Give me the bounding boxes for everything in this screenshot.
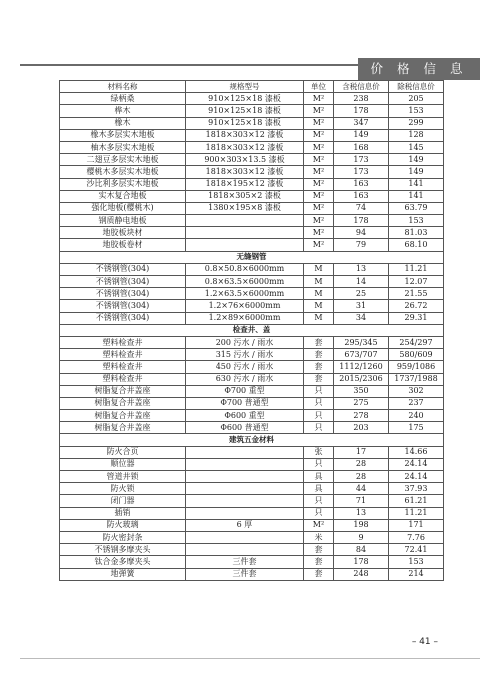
cell-price-tax-excluded: 11.21 (389, 263, 444, 275)
table-header-row (60, 81, 444, 93)
cell-material-name: 树脂复合井盖座 (60, 385, 186, 397)
cell-price-tax-included: 9 (334, 531, 389, 543)
cell-spec (186, 471, 304, 483)
cell-price-tax-excluded: 68.10 (389, 239, 444, 251)
price-table (59, 80, 444, 581)
table-row (60, 495, 444, 507)
cell-price-tax-included: 295/345 (334, 336, 389, 348)
page-number: – 41 – (411, 637, 438, 647)
section-heading: 无缝钢管 (60, 251, 444, 263)
cell-material-name: 实木复合地板 (60, 190, 186, 202)
table-row (60, 361, 444, 373)
cell-spec: 900×303×13.5 漆板 (186, 154, 304, 166)
cell-spec: 0.8×63.5×6000mm (186, 276, 304, 288)
column-header-unit: 单位 (304, 81, 334, 93)
cell-material-name: 不锈钢管(304) (60, 300, 186, 312)
cell-unit: 套 (304, 568, 334, 580)
cell-unit: 套 (304, 349, 334, 361)
cell-unit: M² (304, 190, 334, 202)
cell-price-tax-included: 28 (334, 471, 389, 483)
column-header-spec: 规格型号 (186, 81, 304, 93)
cell-material-name: 钢质静电地板 (60, 215, 186, 227)
cell-material-name: 不锈钢管(304) (60, 288, 186, 300)
cell-material-name: 闭门器 (60, 495, 186, 507)
cell-unit: 套 (304, 544, 334, 556)
cell-price-tax-excluded: 141 (389, 190, 444, 202)
cell-material-name: 地胶板卷材 (60, 239, 186, 251)
cell-unit: M (304, 276, 334, 288)
cell-unit: M² (304, 519, 334, 531)
cell-price-tax-included: 17 (334, 446, 389, 458)
cell-material-name: 防火合页 (60, 446, 186, 458)
table-row (60, 373, 444, 385)
cell-price-tax-excluded: 214 (389, 568, 444, 580)
section-row (60, 324, 444, 336)
table-row (60, 385, 444, 397)
section-row (60, 251, 444, 263)
cell-price-tax-included: 350 (334, 385, 389, 397)
table-row (60, 227, 444, 239)
cell-price-tax-included: 168 (334, 141, 389, 153)
cell-price-tax-excluded: 141 (389, 178, 444, 190)
cell-unit: M² (304, 215, 334, 227)
column-header-name: 材料名称 (60, 81, 186, 93)
cell-spec: 0.8×50.8×6000mm (186, 263, 304, 275)
cell-material-name: 不锈钢管(304) (60, 263, 186, 275)
table-row (60, 568, 444, 580)
cell-price-tax-included: 238 (334, 93, 389, 105)
table-row (60, 544, 444, 556)
cell-price-tax-included: 198 (334, 519, 389, 531)
cell-price-tax-excluded: 149 (389, 154, 444, 166)
cell-material-name: 柚木多层实木地板 (60, 141, 186, 153)
cell-price-tax-excluded: 299 (389, 117, 444, 129)
table-row (60, 410, 444, 422)
cell-unit: 套 (304, 361, 334, 373)
cell-price-tax-included: 173 (334, 166, 389, 178)
cell-price-tax-included: 31 (334, 300, 389, 312)
table-row (60, 556, 444, 568)
cell-unit: M² (304, 105, 334, 117)
cell-price-tax-excluded: 959/1086 (389, 361, 444, 373)
table-row (60, 300, 444, 312)
section-title: 价 格 信 息 (358, 58, 480, 80)
table-row (60, 263, 444, 275)
table-row (60, 93, 444, 105)
cell-unit: 张 (304, 446, 334, 458)
cell-price-tax-excluded: 145 (389, 141, 444, 153)
cell-spec: 1818×303×12 漆板 (186, 166, 304, 178)
cell-unit: M² (304, 141, 334, 153)
cell-material-name: 插销 (60, 507, 186, 519)
cell-spec: Φ700 普通型 (186, 397, 304, 409)
cell-price-tax-included: 13 (334, 507, 389, 519)
cell-spec: 450 污水 / 雨水 (186, 361, 304, 373)
cell-material-name: 管道井锁 (60, 471, 186, 483)
cell-spec: 三件套 (186, 556, 304, 568)
cell-spec (186, 483, 304, 495)
cell-spec: 1380×195×8 漆板 (186, 202, 304, 214)
cell-spec: Φ600 普通型 (186, 422, 304, 434)
cell-material-name: 树脂复合井盖座 (60, 422, 186, 434)
cell-spec (186, 507, 304, 519)
table-row (60, 178, 444, 190)
table-row (60, 336, 444, 348)
cell-price-tax-included: 173 (334, 154, 389, 166)
table-row (60, 531, 444, 543)
cell-unit: M (304, 263, 334, 275)
cell-material-name: 沙比利多层实木地板 (60, 178, 186, 190)
cell-price-tax-included: 2015/2306 (334, 373, 389, 385)
cell-spec: 200 污水 / 雨水 (186, 336, 304, 348)
cell-price-tax-included: 163 (334, 178, 389, 190)
cell-material-name: 地胶板块材 (60, 227, 186, 239)
footer-rule (20, 658, 480, 659)
cell-spec: 630 污水 / 雨水 (186, 373, 304, 385)
cell-price-tax-excluded: 7.76 (389, 531, 444, 543)
cell-spec: 1818×303×12 漆板 (186, 141, 304, 153)
cell-material-name: 强化地板(樱桃木) (60, 202, 186, 214)
cell-material-name: 不锈钢管(304) (60, 312, 186, 324)
cell-material-name: 塑料检查井 (60, 373, 186, 385)
cell-spec (186, 227, 304, 239)
cell-unit: M (304, 300, 334, 312)
table-row (60, 215, 444, 227)
cell-spec (186, 544, 304, 556)
cell-price-tax-included: 163 (334, 190, 389, 202)
cell-price-tax-excluded: 81.03 (389, 227, 444, 239)
cell-material-name: 防火玻璃 (60, 519, 186, 531)
table-row (60, 276, 444, 288)
cell-price-tax-excluded: 26.72 (389, 300, 444, 312)
cell-spec (186, 495, 304, 507)
cell-price-tax-excluded: 61.21 (389, 495, 444, 507)
cell-material-name: 顺位器 (60, 458, 186, 470)
cell-material-name: 二翅豆多层实木地板 (60, 154, 186, 166)
cell-material-name: 树脂复合井盖座 (60, 397, 186, 409)
cell-price-tax-included: 149 (334, 129, 389, 141)
cell-unit: M² (304, 93, 334, 105)
section-row (60, 434, 444, 446)
cell-price-tax-included: 248 (334, 568, 389, 580)
cell-price-tax-excluded: 11.21 (389, 507, 444, 519)
cell-spec: Φ700 重型 (186, 385, 304, 397)
table-row (60, 166, 444, 178)
cell-material-name: 绿柄桑 (60, 93, 186, 105)
cell-price-tax-excluded: 302 (389, 385, 444, 397)
cell-price-tax-excluded: 12.07 (389, 276, 444, 288)
cell-price-tax-excluded: 29.31 (389, 312, 444, 324)
cell-unit: 只 (304, 495, 334, 507)
table-row (60, 483, 444, 495)
cell-price-tax-excluded: 175 (389, 422, 444, 434)
cell-price-tax-included: 71 (334, 495, 389, 507)
cell-material-name: 树脂复合井盖座 (60, 410, 186, 422)
table-row (60, 471, 444, 483)
table-row (60, 239, 444, 251)
cell-price-tax-included: 84 (334, 544, 389, 556)
cell-spec (186, 239, 304, 251)
cell-unit: 套 (304, 373, 334, 385)
cell-price-tax-excluded: 128 (389, 129, 444, 141)
cell-unit: 具 (304, 471, 334, 483)
cell-unit: 只 (304, 397, 334, 409)
cell-spec: 315 污水 / 雨水 (186, 349, 304, 361)
cell-unit: M² (304, 154, 334, 166)
cell-price-tax-excluded: 237 (389, 397, 444, 409)
cell-price-tax-excluded: 21.55 (389, 288, 444, 300)
cell-price-tax-included: 178 (334, 215, 389, 227)
cell-price-tax-included: 28 (334, 458, 389, 470)
cell-spec (186, 531, 304, 543)
cell-price-tax-excluded: 24.14 (389, 471, 444, 483)
cell-price-tax-excluded: 254/297 (389, 336, 444, 348)
table-row (60, 190, 444, 202)
cell-price-tax-excluded: 153 (389, 556, 444, 568)
table-row (60, 519, 444, 531)
table-row (60, 117, 444, 129)
cell-price-tax-excluded: 24.14 (389, 458, 444, 470)
cell-unit: M² (304, 227, 334, 239)
cell-price-tax-excluded: 153 (389, 105, 444, 117)
cell-material-name: 塑料检查井 (60, 349, 186, 361)
cell-spec: 6 厚 (186, 519, 304, 531)
cell-price-tax-included: 94 (334, 227, 389, 239)
cell-price-tax-included: 14 (334, 276, 389, 288)
table-row (60, 202, 444, 214)
cell-material-name: 塑料检查井 (60, 336, 186, 348)
cell-price-tax-included: 178 (334, 556, 389, 568)
cell-price-tax-excluded: 14.66 (389, 446, 444, 458)
cell-price-tax-included: 1112/1260 (334, 361, 389, 373)
cell-spec (186, 458, 304, 470)
cell-unit: M² (304, 178, 334, 190)
table-row (60, 141, 444, 153)
cell-price-tax-included: 347 (334, 117, 389, 129)
cell-material-name: 樱桃木多层实木地板 (60, 166, 186, 178)
cell-unit: M² (304, 129, 334, 141)
column-header-tax-included: 含税信息价 (334, 81, 389, 93)
table-row (60, 458, 444, 470)
cell-price-tax-excluded: 205 (389, 93, 444, 105)
cell-spec: 1.2×89×6000mm (186, 312, 304, 324)
cell-material-name: 钛合金多摩夹头 (60, 556, 186, 568)
cell-spec: 1818×303×12 漆板 (186, 129, 304, 141)
table-row (60, 288, 444, 300)
cell-price-tax-included: 44 (334, 483, 389, 495)
cell-spec: 1.2×76×6000mm (186, 300, 304, 312)
cell-unit: 只 (304, 422, 334, 434)
cell-material-name: 地弹簧 (60, 568, 186, 580)
table-row (60, 507, 444, 519)
cell-unit: M² (304, 202, 334, 214)
cell-material-name: 橡木 (60, 117, 186, 129)
cell-material-name: 不锈钢管(304) (60, 276, 186, 288)
table-row (60, 154, 444, 166)
cell-spec: 1818×195×12 漆板 (186, 178, 304, 190)
cell-price-tax-included: 74 (334, 202, 389, 214)
cell-unit: 只 (304, 507, 334, 519)
table-row (60, 312, 444, 324)
cell-unit: 套 (304, 336, 334, 348)
section-heading: 检查井、盖 (60, 324, 444, 336)
table-row (60, 105, 444, 117)
cell-material-name: 桦木 (60, 105, 186, 117)
cell-price-tax-included: 203 (334, 422, 389, 434)
cell-spec: 910×125×18 漆板 (186, 117, 304, 129)
table-body (60, 93, 444, 581)
cell-material-name: 防火锁 (60, 483, 186, 495)
cell-price-tax-excluded: 1737/1988 (389, 373, 444, 385)
cell-unit: M² (304, 166, 334, 178)
cell-price-tax-included: 673/707 (334, 349, 389, 361)
cell-price-tax-excluded: 63.79 (389, 202, 444, 214)
cell-spec: 910×125×18 漆板 (186, 93, 304, 105)
cell-unit: M (304, 288, 334, 300)
cell-price-tax-excluded: 171 (389, 519, 444, 531)
cell-material-name: 塑料检查井 (60, 361, 186, 373)
table-row (60, 129, 444, 141)
cell-unit: 只 (304, 410, 334, 422)
cell-material-name: 不锈钢多摩夹头 (60, 544, 186, 556)
cell-unit: 套 (304, 556, 334, 568)
column-header-tax-excluded: 除税信息价 (389, 81, 444, 93)
table-row (60, 397, 444, 409)
cell-spec: 1.2×63.5×6000mm (186, 288, 304, 300)
cell-spec: 三件套 (186, 568, 304, 580)
cell-price-tax-included: 178 (334, 105, 389, 117)
cell-price-tax-included: 275 (334, 397, 389, 409)
cell-unit: M² (304, 239, 334, 251)
cell-material-name: 橡木多层实木地板 (60, 129, 186, 141)
section-heading: 建筑五金材料 (60, 434, 444, 446)
cell-price-tax-included: 25 (334, 288, 389, 300)
cell-unit: 只 (304, 458, 334, 470)
cell-price-tax-included: 13 (334, 263, 389, 275)
cell-price-tax-excluded: 72.41 (389, 544, 444, 556)
cell-unit: 具 (304, 483, 334, 495)
cell-spec: 1818×305×2 漆板 (186, 190, 304, 202)
cell-unit: 米 (304, 531, 334, 543)
cell-price-tax-excluded: 149 (389, 166, 444, 178)
table-row (60, 446, 444, 458)
cell-spec (186, 215, 304, 227)
cell-spec (186, 446, 304, 458)
cell-price-tax-excluded: 580/609 (389, 349, 444, 361)
cell-unit: M (304, 312, 334, 324)
cell-spec: 910×125×18 漆板 (186, 105, 304, 117)
cell-unit: 只 (304, 385, 334, 397)
table-row (60, 349, 444, 361)
cell-price-tax-excluded: 153 (389, 215, 444, 227)
cell-price-tax-included: 278 (334, 410, 389, 422)
cell-price-tax-included: 79 (334, 239, 389, 251)
cell-unit: M² (304, 117, 334, 129)
cell-price-tax-included: 34 (334, 312, 389, 324)
cell-material-name: 防火密封条 (60, 531, 186, 543)
table-row (60, 422, 444, 434)
cell-price-tax-excluded: 37.93 (389, 483, 444, 495)
cell-price-tax-excluded: 240 (389, 410, 444, 422)
cell-spec: Φ600 重型 (186, 410, 304, 422)
